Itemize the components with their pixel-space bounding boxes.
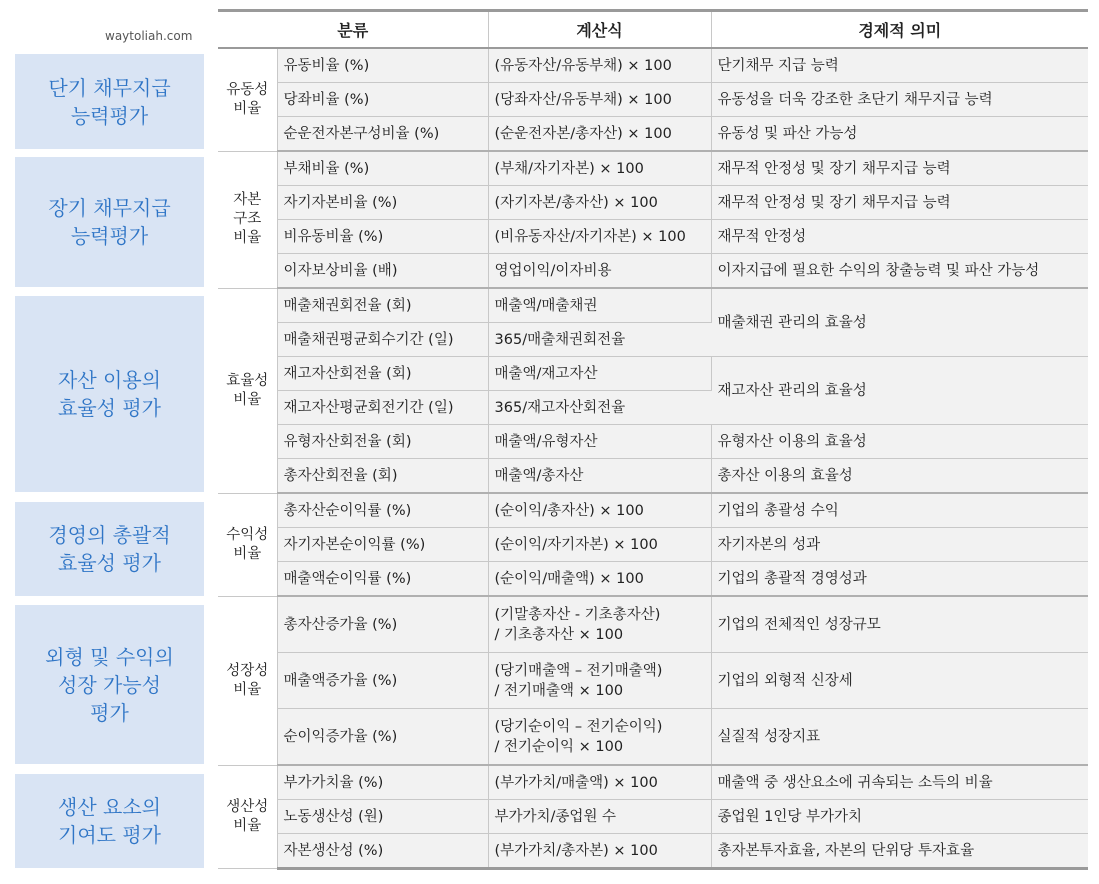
ratio-formula: (부채/자기자본) × 100 (488, 151, 711, 186)
group-line: 자본 (233, 192, 262, 208)
category-line: 기여도 평가 (58, 823, 161, 847)
table-row (218, 357, 1088, 391)
ratio-name: 재고자산평균회전기간 (일) (277, 391, 488, 425)
formula-line: / 기초총자산 × 100 (494, 626, 624, 643)
table-row (218, 765, 1088, 800)
table-row (218, 528, 1088, 562)
table-row (218, 562, 1088, 597)
ratio-formula: (부가가치/매출액) × 100 (488, 765, 711, 800)
group-line: 효율성 (226, 372, 269, 389)
ratio-formula: 매출액/유형자산 (488, 425, 711, 459)
table-row (218, 48, 1088, 83)
ratio-formula: (순이익/자기자본) × 100 (488, 528, 711, 562)
ratio-name: 비유동비율 (%) (277, 220, 488, 254)
ratio-name: 매출액순이익률 (%) (277, 562, 488, 597)
table-row (218, 254, 1088, 289)
ratio-meaning: 유동성을 더욱 강조한 초단기 채무지급 능력 (711, 83, 1088, 117)
ratio-meaning: 종업원 1인당 부가가치 (711, 800, 1088, 834)
group-line: 비율 (233, 681, 262, 698)
category-short-term-solvency (15, 54, 204, 149)
watermark: waytoliah.com (105, 29, 193, 43)
table-row (218, 834, 1088, 869)
ratio-formula: 매출액/매출채권 (488, 288, 711, 323)
group-profitability (218, 493, 277, 596)
category-line: 효율성 평가 (58, 396, 161, 420)
ratio-name: 유동비율 (%) (277, 48, 488, 83)
category-overall-efficiency (15, 502, 204, 596)
ratio-formula: (순이익/매출액) × 100 (488, 562, 711, 597)
ratio-meaning: 유동성 및 파산 가능성 (711, 117, 1088, 152)
table-row (218, 151, 1088, 186)
table-row (218, 425, 1088, 459)
table-row (218, 653, 1088, 709)
category-line: 생산 요소의 (58, 795, 161, 819)
table-row (218, 83, 1088, 117)
ratio-name: 부채비율 (%) (277, 151, 488, 186)
group-line: 수익성 (226, 526, 269, 543)
table-row (218, 288, 1088, 323)
group-line: 유동성 (226, 81, 269, 98)
ratio-formula: (당좌자산/유동부채) × 100 (488, 83, 711, 117)
table-row (218, 220, 1088, 254)
group-line: 성장성 (226, 662, 269, 679)
ratio-name: 총자산순이익률 (%) (277, 493, 488, 528)
ratio-meaning: 기업의 외형적 신장세 (711, 653, 1088, 709)
ratio-name: 부가가치율 (%) (277, 765, 488, 800)
ratio-name: 매출채권평균회수기간 (일) (277, 323, 488, 357)
ratio-meaning: 기업의 전체적인 성장규모 (711, 596, 1088, 653)
table-row (218, 800, 1088, 834)
table-row (218, 186, 1088, 220)
ratio-name: 자기자본비율 (%) (277, 186, 488, 220)
ratio-formula: 365/재고자산회전율 (488, 391, 711, 425)
ratio-name: 노동생산성 (원) (277, 800, 488, 834)
ratio-formula (488, 653, 711, 709)
category-asset-efficiency (15, 296, 204, 492)
category-line: 능력평가 (70, 224, 149, 248)
group-growth (218, 596, 277, 765)
ratio-name: 매출채권회전율 (회) (277, 288, 488, 323)
ratio-formula: (부가가치/총자본) × 100 (488, 834, 711, 869)
category-line: 장기 채무지급 (48, 196, 171, 220)
ratio-formula: (유동자산/유동부채) × 100 (488, 48, 711, 83)
ratio-meaning: 자기자본의 성과 (711, 528, 1088, 562)
ratio-name: 자본생산성 (%) (277, 834, 488, 869)
formula-line: (당기매출액 – 전기매출액) (494, 662, 663, 679)
ratio-formula (488, 596, 711, 653)
financial-ratio-table (218, 9, 1088, 870)
formula-line: (당기순이익 – 전기순이익) (494, 718, 663, 735)
ratio-meaning: 총자본투자효율, 자본의 단위당 투자효율 (711, 834, 1088, 869)
ratio-formula: (비유동자산/자기자본) × 100 (488, 220, 711, 254)
ratio-meaning: 기업의 총괄성 수익 (711, 493, 1088, 528)
ratio-formula: 매출액/재고자산 (488, 357, 711, 391)
table-row (218, 709, 1088, 766)
ratio-meaning: 매출액 중 생산요소에 귀속되는 소득의 비율 (711, 765, 1088, 800)
ratio-name: 매출액증가율 (%) (277, 653, 488, 709)
ratio-name: 이자보상비율 (배) (277, 254, 488, 289)
category-line: 단기 채무지급 (48, 75, 171, 100)
group-line: 비율 (233, 100, 262, 117)
group-line: 비율 (233, 545, 262, 562)
group-line: 비율 (233, 391, 262, 408)
ratio-formula: (순이익/총자산) × 100 (488, 493, 711, 528)
category-line: 경영의 총괄적 (48, 523, 171, 547)
category-line: 평가 (90, 700, 129, 725)
ratio-meaning: 유형자산 이용의 효율성 (711, 425, 1088, 459)
category-line: 성장 가능성 (58, 672, 161, 697)
ratio-formula: 부가가치/종업원 수 (488, 800, 711, 834)
ratio-formula: (순운전자본/총자산) × 100 (488, 117, 711, 152)
category-production-contribution (15, 774, 204, 868)
ratio-name: 자기자본순이익률 (%) (277, 528, 488, 562)
header-class: 분류 (218, 11, 488, 49)
ratio-name: 순운전자본구성비율 (%) (277, 117, 488, 152)
formula-line: / 전기매출액 × 100 (494, 682, 624, 699)
ratio-meaning: 재무적 안정성 및 장기 채무지급 능력 (711, 186, 1088, 220)
formula-line: (기말총자산 - 기초총자산) (494, 606, 661, 623)
ratio-formula: 365/매출채권회전율 (488, 323, 711, 357)
group-productivity (218, 765, 277, 869)
ratio-name: 재고자산회전율 (회) (277, 357, 488, 391)
category-line: 자산 이용의 (58, 368, 161, 392)
group-capital-structure (218, 151, 277, 288)
header-formula: 계산식 (488, 11, 711, 49)
table-row (218, 596, 1088, 653)
ratio-meaning: 재무적 안정성 및 장기 채무지급 능력 (711, 151, 1088, 186)
ratio-name: 당좌비율 (%) (277, 83, 488, 117)
ratio-meaning: 총자산 이용의 효율성 (711, 459, 1088, 494)
table-row (218, 117, 1088, 152)
ratio-meaning: 재고자산 관리의 효율성 (711, 357, 1088, 425)
ratio-formula: (자기자본/총자산) × 100 (488, 186, 711, 220)
ratio-meaning: 재무적 안정성 (711, 220, 1088, 254)
ratio-formula: 매출액/총자산 (488, 459, 711, 494)
group-liquidity (218, 48, 277, 151)
ratio-name: 순이익증가율 (%) (277, 709, 488, 766)
table-row (218, 459, 1088, 494)
group-efficiency (218, 288, 277, 493)
table-row (218, 493, 1088, 528)
ratio-name: 유형자산회전율 (회) (277, 425, 488, 459)
group-line: 생산성 (226, 798, 269, 815)
category-long-term-solvency (15, 157, 204, 287)
ratio-meaning: 이자지급에 필요한 수익의 창출능력 및 파산 가능성 (711, 254, 1088, 289)
ratio-meaning: 실질적 성장지표 (711, 709, 1088, 766)
formula-line: / 전기순이익 × 100 (494, 738, 624, 755)
ratio-meaning: 단기채무 지급 능력 (711, 48, 1088, 83)
category-growth-potential (15, 605, 204, 764)
group-line: 비율 (233, 230, 262, 246)
category-line: 능력평가 (70, 103, 149, 128)
ratio-formula: 영업이익/이자비용 (488, 254, 711, 289)
ratio-name: 총자산회전율 (회) (277, 459, 488, 494)
ratio-meaning: 매출채권 관리의 효율성 (711, 288, 1088, 357)
group-line: 구조 (233, 211, 262, 227)
ratio-meaning: 기업의 총괄적 경영성과 (711, 562, 1088, 597)
category-line: 효율성 평가 (58, 551, 161, 575)
ratio-formula (488, 709, 711, 766)
group-line: 비율 (233, 817, 262, 834)
header-meaning: 경제적 의미 (711, 11, 1088, 49)
category-line: 외형 및 수익의 (45, 644, 174, 669)
table-header-row (218, 11, 1088, 49)
ratio-name: 총자산증가율 (%) (277, 596, 488, 653)
